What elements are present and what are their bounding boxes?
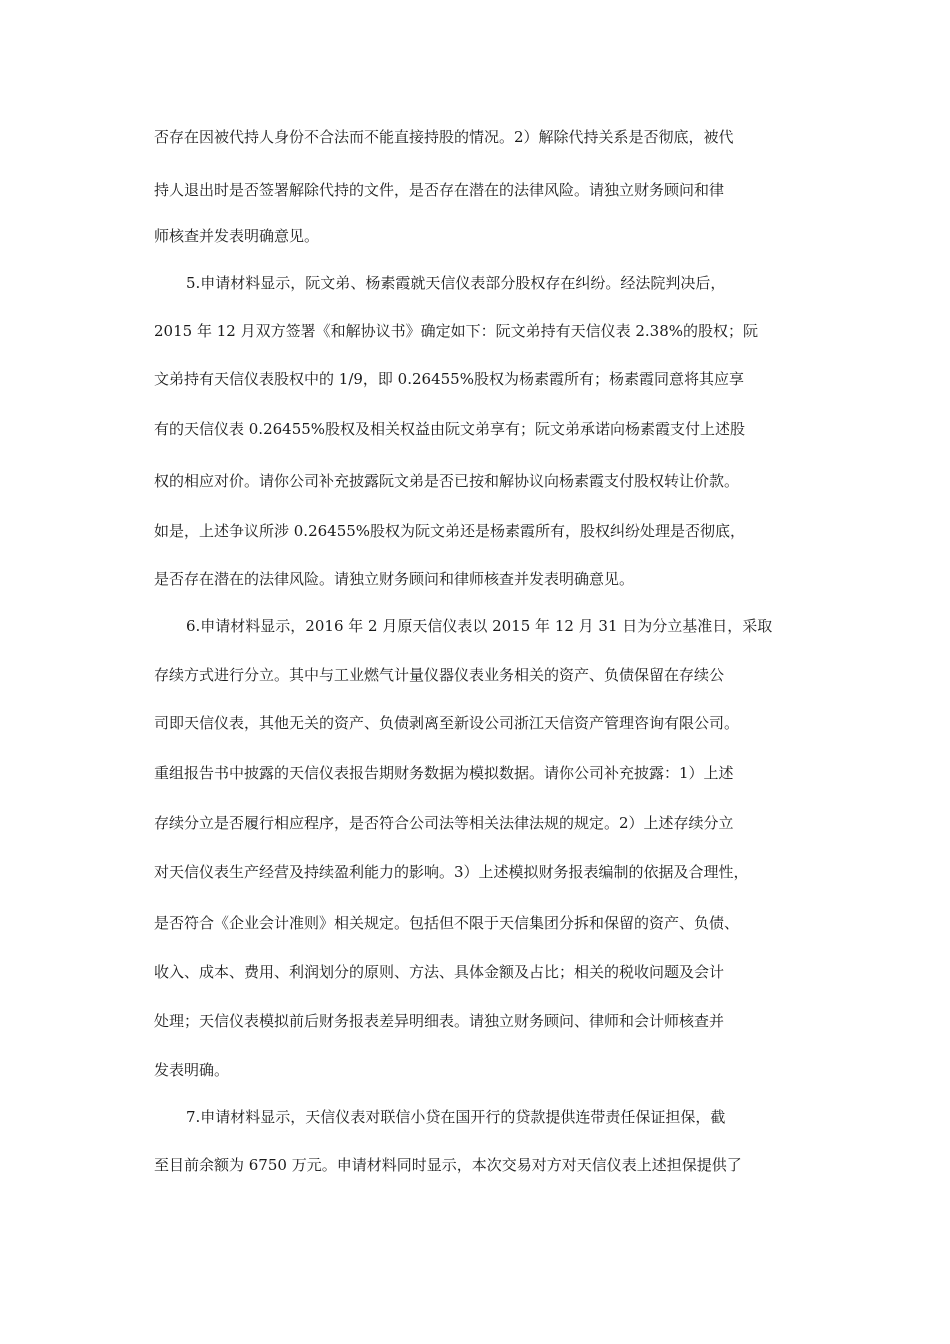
text-line: 存续方式进行分立。其中与工业燃气计量仪器仪表业务相关的资产、负债保留在存续公 xyxy=(154,666,725,684)
text-line: 存续分立是否履行相应程序，是否符合公司法等相关法律法规的规定。2）上述存续分立 xyxy=(154,814,734,832)
text-line: 2015 年 12 月双方签署《和解协议书》确定如下：阮文弟持有天信仪表 2.38%的股权；阮 xyxy=(154,322,758,340)
text-line: 发表明确。 xyxy=(154,1061,230,1079)
text-line: 否存在因被代持人身份不合法而不能直接持股的情况。2）解除代持关系是否彻底，被代 xyxy=(154,128,734,146)
text-line: 师核查并发表明确意见。 xyxy=(154,227,320,245)
text-line: 至目前余额为 6750 万元。申请材料同时显示，本次交易对方对天信仪表上述担保提供了 xyxy=(154,1156,742,1174)
text-line: 有的天信仪表 0.26455%股权及相关权益由阮文弟享有；阮文弟承诺向杨素霞支付上述股 xyxy=(154,420,746,438)
text-line: 处理；天信仪表模拟前后财务报表差异明细表。请独立财务顾问、律师和会计师核查并 xyxy=(154,1012,725,1030)
text-line: 收入、成本、费用、利润划分的原则、方法、具体金额及占比；相关的税收问题及会计 xyxy=(154,963,725,981)
paragraph-7-start: 7.申请材料显示，天信仪表对联信小贷在国开行的贷款提供连带责任保证担保，截 xyxy=(186,1108,726,1126)
text-line: 司即天信仪表，其他无关的资产、负债剥离至新设公司浙江天信资产管理咨询有限公司。 xyxy=(154,714,740,732)
text-line: 文弟持有天信仪表股权中的 1/9，即 0.26455%股权为杨素霞所有；杨素霞同意将其应享 xyxy=(154,370,744,388)
paragraph-6-start: 6.申请材料显示，2016 年 2 月原天信仪表以 2015 年 12 月 31 日为分立基准日，采取 xyxy=(186,617,773,635)
text-line: 对天信仪表生产经营及持续盈利能力的影响。3）上述模拟财务报表编制的依据及合理性， xyxy=(154,863,749,881)
text-line: 持人退出时是否签署解除代持的文件，是否存在潜在的法律风险。请独立财务顾问和律 xyxy=(154,181,725,199)
text-line: 是否存在潜在的法律风险。请独立财务顾问和律师核查并发表明确意见。 xyxy=(154,570,635,588)
text-line: 是否符合《企业会计准则》相关规定。包括但不限于天信集团分拆和保留的资产、负债、 xyxy=(154,914,740,932)
text-line: 重组报告书中披露的天信仪表报告期财务数据为模拟数据。请你公司补充披露：1）上述 xyxy=(154,764,734,782)
paragraph-5-start: 5.申请材料显示，阮文弟、杨素霞就天信仪表部分股权存在纠纷。经法院判决后， xyxy=(186,274,726,292)
text-line: 权的相应对价。请你公司补充披露阮文弟是否已按和解协议向杨素霞支付股权转让价款。 xyxy=(154,472,740,490)
text-line: 如是，上述争议所涉 0.26455%股权为阮文弟还是杨素霞所有，股权纠纷处理是否彻底， xyxy=(154,522,746,540)
